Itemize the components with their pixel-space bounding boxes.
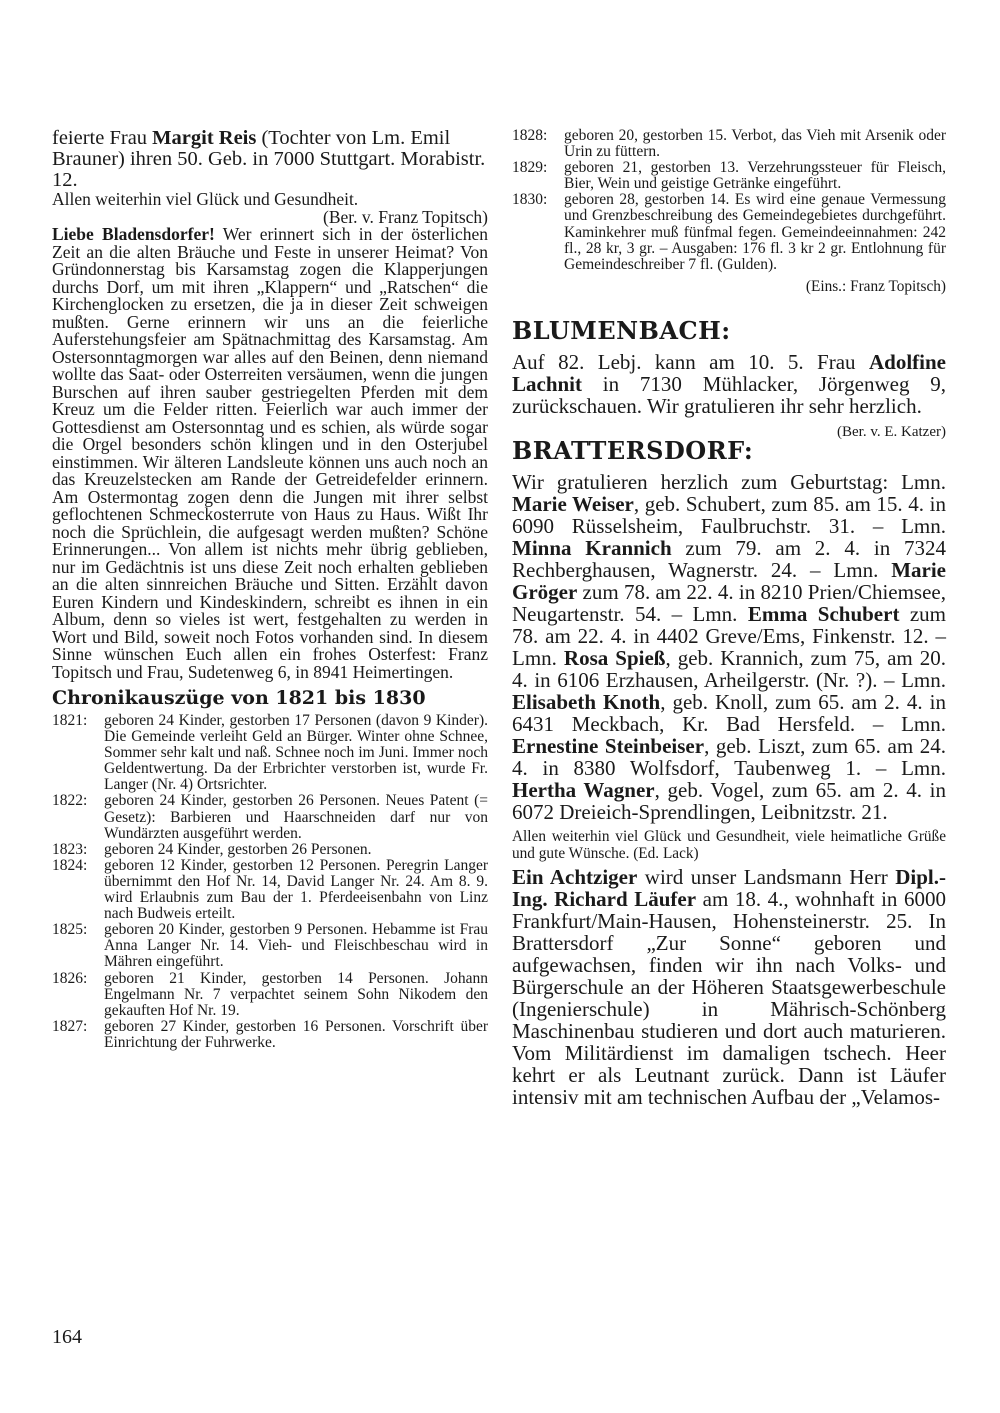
birthday-name: Marie Gröger [512, 558, 946, 605]
birthday-name: Rosa Spieß [563, 646, 666, 671]
achtziger-paragraph [512, 866, 946, 1108]
birthday-name: Minna Krannich [512, 536, 672, 561]
birthday-name: Marie Weiser [512, 492, 634, 517]
birthday-name: Emma Schubert [747, 602, 900, 627]
blumenbach-text-2: in 7130 Mühlacker, Jörgenweg 9, zurückschauen. Wir gratulieren ihr sehr herzlich. [512, 372, 946, 419]
chronik-year: 1822: [52, 792, 88, 810]
chronik-year: 1829: [512, 159, 548, 177]
chronik-text: geboren 12 Kinder, gestorben 12 Personen. Peregrin Langer übernimmt den Hof Nr. 14, David Langer Nr. 24. Am 8. 9. wird Erlaubnis zum Bau der 1. Pferdeeisenbahn von Linz nach Budweis erteilt. [104, 856, 488, 923]
chronik-credit: (Eins.: Franz Topitsch) [805, 277, 946, 295]
reis-text-2: (Tochter von Lm. Emil Brauner) ihren 50. Geb. in 7000 Stuttgart. Morabistr. 12. [52, 127, 486, 191]
blumenbach-heading: BLUMENBACH: [512, 316, 731, 346]
chronik-year: 1825: [52, 921, 88, 939]
chronik-left-list [52, 713, 488, 1051]
brattersdorf-intro: Wir gratulieren herzlich zum Geburtstag: Lmn. [512, 470, 946, 495]
chronik-year: 1824: [52, 856, 88, 874]
right-column [512, 128, 946, 1108]
chronik-text: geboren 27 Kinder, gestorben 16 Personen. Vorschrift über Einrichtung der Fuhrwerke. [104, 1017, 488, 1051]
chronik-year: 1826: [52, 969, 88, 987]
chronik-entry [512, 128, 946, 160]
chronik-text: geboren 24 Kinder, gestorben 17 Personen (davon 9 Kinder). Die Gemeinde verleiht Geld an Bürger. Winter ohne Schnee, Sommer sehr kalt und naß. Schnee noch im Juni. Immer noch Geldentwertung. Da der Erbrichter verstorben ist, wurde Fr. Langer (Nr. 4) Ortsrichter. [104, 712, 488, 794]
achtziger-text-2: am 18. 4., wohnhaft in 6000 Frankfurt/Main-Hausen, Hohensteinerstr. 25. In Brattersdorf „Zur Sonne“ geboren und aufgewachsen, finden wir ihn nach Volks- und Bürgerschule an der Höheren Staatsgewerbeschule (Ingenierschule) in Mährisch-Schönberg Maschinenbau studieren und dort auch maturieren. Vom Militärdienst im damaligen tschech. Heer kehrt er als Leutnant zurück. Dann ist Läufer intensiv mit am technischen Aufbau der „Velamos- [512, 887, 946, 1110]
birthday-text: zum 79. am 2. 4. in 7324 Rechberghausen, Wagnerstr. 24. – Lmn. [512, 536, 946, 583]
achtziger-lead: Ein Achtziger [512, 865, 638, 890]
reis-greeting [52, 128, 488, 191]
chronik-entry [52, 842, 488, 858]
blumenbach-credit: (Ber. v. E. Katzer) [837, 424, 946, 441]
brattersdorf-wish: Allen weiterhin viel Glück und Gesundheit, viele heimatliche Grüße und gute Wünsche. (Ed. Lack) [512, 828, 946, 862]
birthday-text: zum 78. am 22. 4. in 8210 Prien/Chiemsee, Neugartenstr. 54. – Lmn. [512, 580, 946, 627]
chronik-heading: Chronikauszüge von 1821 bis 1830 [52, 687, 426, 709]
chronik-entry [512, 192, 946, 272]
chronik-year: 1828: [512, 127, 548, 144]
birthday-name: Ernestine Steinbeiser [512, 734, 705, 759]
chronik-entry [512, 160, 946, 192]
chronik-text: geboren 24 Kinder, gestorben 26 Personen. Neues Patent (= Gesetz): Barbieren und Haarschneiden darf nur von Wundärzten ausgeführt werden. [104, 792, 488, 842]
bladensdorf-lead: Liebe Bladensdorfer! [52, 224, 215, 244]
chronik-entry [52, 1019, 488, 1051]
chronik-text: geboren 28, gestorben 14. Es wird eine genaue Vermessung und Grenzbeschreibung des Gemeindegebietes durchgeführt. Kaminkehrer muß fünfmal fegen. Gemeindeeinnahmen: 242 fl., 28 kr, 3 gr. – Ausgaben: 176 fl. 3 kr 2 gr. Entlohnung für Gemeindeschreiber 7 fl. (Gulden). [564, 191, 946, 273]
bladensdorf-text: Wer erinnert sich in der österlichen Zeit an die alten Bräuche und Feste in unserer Heimat? Von Gründonnerstag bis Karsamstag zogen die Klapperjungen durchs Dorf, um mit ihren „Klappern“ und „Ratschen“ die Kirchenglocken zu ersetzen, die ja in dieser Zeit schweigen mußten. Gerne erinnern wir uns an die feierliche Auferstehungsfeier am Spätnachmittag des Karsamstag. Am Ostersonntagmorgen war alles auf den Beinen, denn niemand wollte das Saat- oder Osterreiten versäumen, wenn die jungen Burschen auf ihren sauber gestriegelten Pferden mit dem Kreuz um die Felder ritten. Feierlich war auch immer der Gottesdienst am Ostersonntag und es schien, als würde sogar die Orgel besonders schön klingen und in den Osterjubel einstimmen. Wir älteren Landsleute können uns auch noch an das Kreuzelstecken am Rande der Getreidefelder erinnern. Am Ostermontag zogen denn die Jungen mit ihrer selbst geflochtenen Schmeckosterrute von Haus zu Haus. Wißt Ihr noch die Sprüchlein, die aufgesagt werden mußten? Schöne Erinnerungen... Von allem ist nichts mehr übrig geblieben, nur im Gedächtnis ist uns diese Zeit noch erhalten geblieben an die alten sinnreichen Bräuche und Sitten. Erzählt davon Euren Kindern und Kindeskindern, schreibt es ihnen in ein Album, denn so vieles ist wert, festgehalten zu werden in Wort und Bild, soweit noch Fotos vorhanden sind. In diesem Sinne wünschen Euch allen ein frohes Osterfest: Franz Topitsch und Frau, Sudetenweg 6, in 8941 Heimertingen. [52, 224, 488, 682]
brattersdorf-heading: BRATTERSDORF: [512, 436, 754, 466]
chronik-year: 1823: [52, 840, 88, 858]
chronik-text: geboren 20, gestorben 15. Verbot, das Vieh mit Arsenik oder Urin zu füttern. [564, 127, 946, 161]
birthday-text: , geb. Knoll, zum 65. am 2. 4. in 6431 Meckbach, Kr. Bad Hersfeld. – Lmn. [512, 690, 946, 737]
page-number: 164 [52, 1326, 82, 1348]
chronik-text: geboren 24 Kinder, gestorben 26 Personen. [104, 840, 372, 858]
brattersdorf-birthdays [512, 471, 946, 823]
birthday-text: , geb. Liszt, zum 65. am 24. 4. in 8380 Wolfsdorf, Taubenweg 1. – Lmn. [512, 734, 946, 781]
chronik-text: geboren 21 Kinder, gestorben 14 Personen. Johann Engelmann Nr. 7 verpachtet seinem Sohn Nikodem den gekauften Hof Nr. 19. [104, 969, 488, 1019]
blumenbach-name: Adolfine Lachnit [512, 350, 946, 397]
left-column [52, 128, 488, 1051]
achtziger-text-1: wird unser Landsmann Herr [637, 865, 896, 890]
reis-text-1: feierte Frau [52, 127, 153, 149]
chronik-year: 1830: [512, 191, 548, 209]
birthday-text: , geb. Krannich, zum 75, am 20. 4. in 6106 Erzhausen, Arheilgerstr. (Nr. ?). – Lmn. [512, 646, 946, 693]
bladensdorf-paragraph [52, 226, 488, 681]
chronik-year: 1827: [52, 1017, 88, 1035]
chronik-year: 1821: [52, 712, 88, 729]
chronik-text: geboren 20 Kinder, gestorben 9 Personen. Hebamme ist Frau Anna Langer Nr. 14. Vieh- und Fleischbeschau wird in Mähren eingeführt. [104, 921, 488, 971]
chronik-entry [52, 713, 488, 793]
achtziger-name: Dipl.-Ing. Richard Läufer [512, 865, 946, 912]
birthday-name: Hertha Wagner [512, 778, 655, 803]
blumenbach-paragraph [512, 350, 946, 441]
reis-name: Margit Reis [152, 127, 257, 149]
reis-credit: (Ber. v. Franz Topitsch) [323, 206, 488, 227]
blumenbach-text-1: Auf 82. Lebj. kann am 10. 5. Frau [512, 350, 869, 375]
birthday-text: zum 78. am 22. 4. in 4402 Greve/Ems, Finkenstr. 12. – Lmn. [512, 602, 947, 671]
chronik-entry [52, 793, 488, 841]
chronik-entry [52, 971, 488, 1019]
birthday-text: , geb. Vogel, zum 65. am 2. 4. in 6072 Dreieich-Sprendlingen, Leibnitzstr. 21. [512, 778, 947, 825]
reis-wish: Allen weiterhin viel Glück und Gesundheit. [52, 189, 359, 209]
birthday-name: Elisabeth Knoth [512, 690, 661, 715]
chronik-entry [52, 858, 488, 922]
chronik-right-list [512, 128, 946, 273]
chronik-entry [52, 922, 488, 970]
chronik-text: geboren 21, gestorben 13. Verzehrungssteuer für Fleisch, Bier, Wein und geistige Getränke eingeführt. [564, 159, 946, 193]
birthday-text: , geb. Schubert, zum 85. am 15. 4. in 6090 Rüsselsheim, Faulbruchstr. 31. – Lmn. [512, 492, 946, 539]
